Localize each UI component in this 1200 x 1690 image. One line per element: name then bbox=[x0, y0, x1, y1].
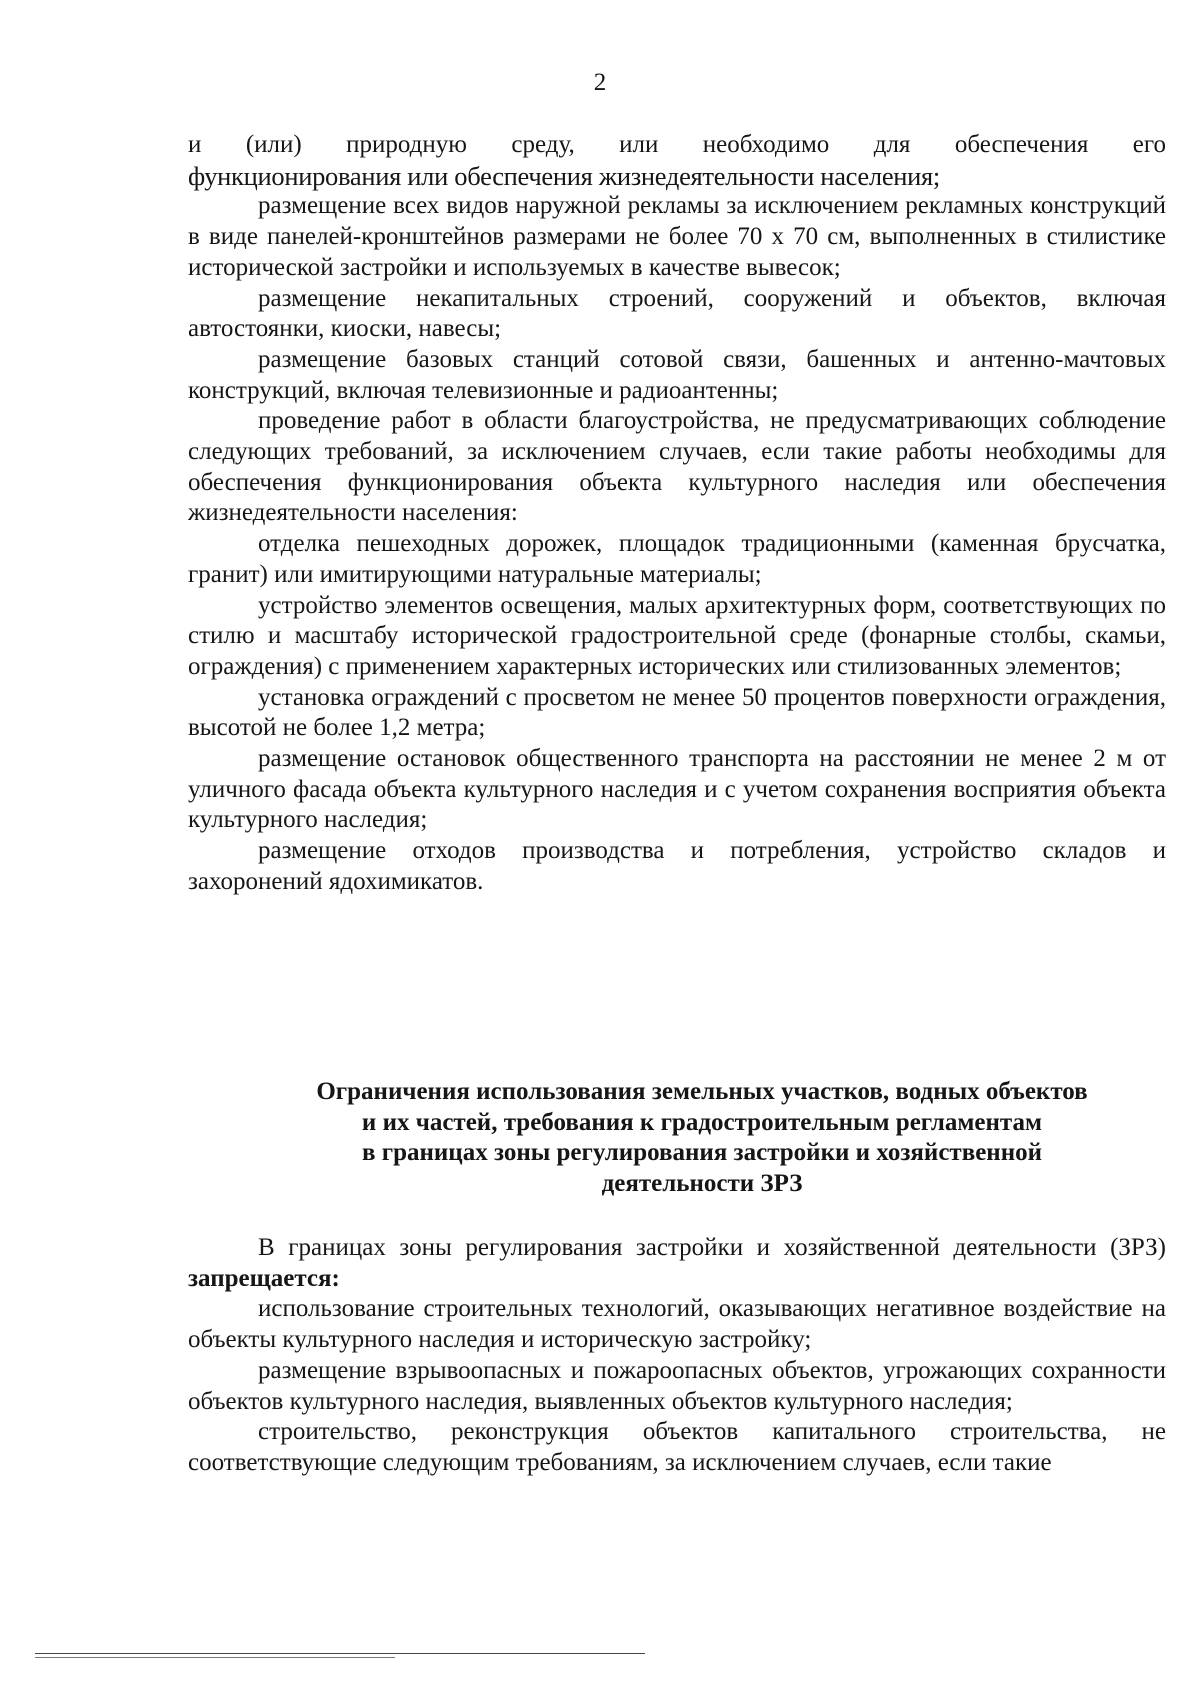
document-body-bottom bbox=[188, 1233, 1166, 1479]
section-heading bbox=[248, 1077, 1156, 1199]
paragraph: использование строительных технологий, оказывающих негативное воздействие на объекты культурного наследия и историческую застройку; bbox=[188, 1295, 1166, 1354]
paragraph: установка ограждений с просветом не менее 50 процентов поверхности ограждения, высотой не более 1,2 метра; bbox=[188, 683, 1166, 742]
document-body-top bbox=[188, 130, 1166, 898]
paragraph: устройство элементов освещения, малых архитектурных форм, соответствующих по стилю и масштабу исторической градостроительной среде (фонарные столбы, скамьи, ограждения) с применением характерных исторических или стилизованных элементов; bbox=[188, 591, 1166, 680]
intro-text: В границах зоны регулирования застройки и хозяйственной деятельности (ЗРЗ) bbox=[258, 1234, 1166, 1261]
continuation-first-line bbox=[188, 130, 1166, 161]
paragraph: размещение некапитальных строений, сооружений и объектов, включая автостоянки, киоски, навесы; bbox=[188, 284, 1166, 343]
heading-line: в границах зоны регулирования застройки и хозяйственной bbox=[361, 1139, 1043, 1166]
word: или bbox=[619, 131, 659, 158]
heading-line: Ограничения использования земельных участков, водных объектов bbox=[316, 1078, 1088, 1105]
page-number: 2 bbox=[593, 69, 607, 96]
word: его bbox=[1132, 131, 1166, 158]
intro-emphasis: запрещается: bbox=[188, 1264, 340, 1292]
word: (или) bbox=[245, 131, 302, 158]
paragraph: размещение взрывоопасных и пожароопасных объектов, угрожающих сохранности объектов культурного наследия, выявленных объектов культурного наследия; bbox=[188, 1356, 1166, 1415]
paragraph: размещение отходов производства и потребления, устройство складов и захоронений ядохимикатов. bbox=[188, 837, 1166, 895]
word: необходимо bbox=[702, 131, 830, 158]
word: природную bbox=[346, 131, 467, 158]
paragraph: отделка пешеходных дорожек, площадок традиционными (каменная брусчатка, гранит) или имитирующими натуральные материалы; bbox=[188, 530, 1166, 588]
continuation-second-line: функционирования или обеспечения жизнедеятельности населения; bbox=[188, 160, 940, 191]
word: и bbox=[188, 131, 202, 158]
heading-line: и их частей, требования к градостроительным регламентам bbox=[361, 1108, 1043, 1136]
word: среду, bbox=[511, 131, 575, 158]
paragraph: строительство, реконструкция объектов капитального строительства, не соответствующие следующим требованиям, за исключением случаев, если такие bbox=[188, 1418, 1166, 1476]
paragraph: размещение остановок общественного транспорта на расстоянии не менее 2 м от уличного фасада объекта культурного наследия и с учетом сохранения восприятия объекта культурного наследия; bbox=[188, 745, 1166, 834]
footer-rule-secondary bbox=[35, 1657, 395, 1658]
word: для bbox=[873, 131, 911, 158]
paragraph: проведение работ в области благоустройства, не предусматривающих соблюдение следующих требований, за исключением случаев, если такие работы необходимы для обеспечения функционирования объекта культурного наследия или обеспечения жизнедеятельности населения: bbox=[188, 407, 1166, 527]
paragraph: размещение базовых станций сотовой связи, башенных и антенно-мачтовых конструкций, включая телевизионные и радиоантенны; bbox=[188, 345, 1166, 404]
word: обеспечения bbox=[954, 131, 1089, 158]
footer-rule bbox=[35, 1653, 645, 1654]
intro-paragraph bbox=[188, 1233, 1166, 1294]
paragraph: размещение всех видов наружной рекламы за исключением рекламных конструкций в виде панелей-кронштейнов размерами не более 70 х 70 см, выполненных в стилистике исторической застройки и используемых в качестве вывесок; bbox=[188, 192, 1166, 281]
heading-line: деятельности ЗРЗ bbox=[601, 1169, 803, 1197]
